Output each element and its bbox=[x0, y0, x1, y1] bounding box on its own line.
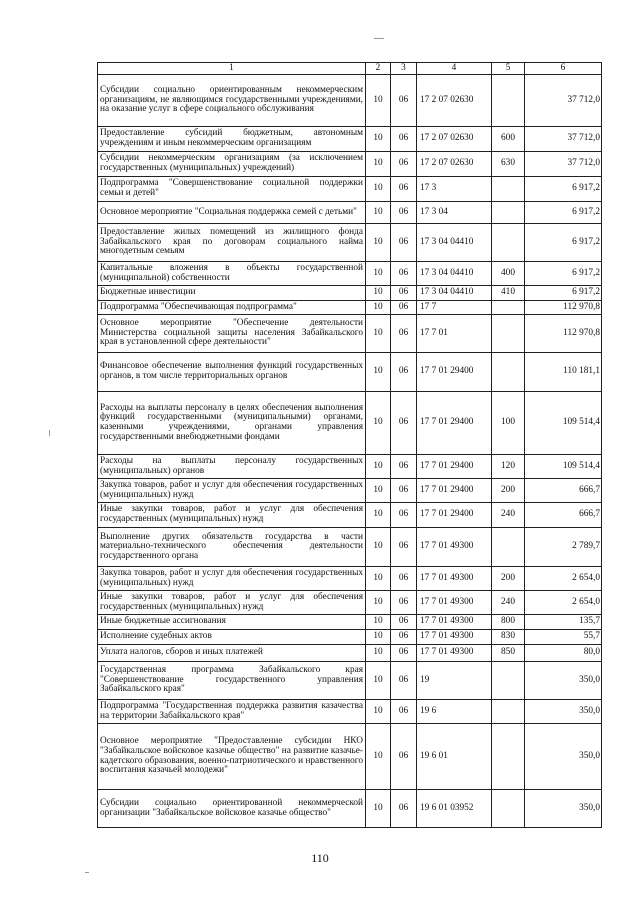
row-section-cell: 10 bbox=[366, 567, 391, 591]
table-row bbox=[98, 567, 602, 591]
row-subsection-cell: 06 bbox=[391, 790, 417, 828]
table-row bbox=[98, 262, 602, 286]
row-target-code-cell: 17 7 01 29400 bbox=[417, 353, 492, 392]
table-row bbox=[98, 224, 602, 262]
row-section-cell: 10 bbox=[366, 455, 391, 479]
row-name-cell: Финансовое обеспечение выполнения функций государственных органов, в том числе территориальных органов bbox=[98, 353, 366, 392]
row-target-code-cell: 19 bbox=[417, 662, 492, 700]
header-cell-4: 4 bbox=[417, 63, 492, 75]
row-expense-type-cell: 240 bbox=[492, 591, 525, 615]
row-expense-type-cell: 630 bbox=[492, 152, 525, 177]
row-amount-cell: 6 917,2 bbox=[525, 286, 602, 301]
row-subsection-cell: 06 bbox=[391, 724, 417, 790]
row-expense-type-cell bbox=[492, 662, 525, 700]
row-expense-type-cell bbox=[492, 353, 525, 392]
row-amount-cell: 6 917,2 bbox=[525, 224, 602, 262]
row-target-code-cell: 17 7 bbox=[417, 301, 492, 315]
row-name-cell: Подпрограмма "Совершенствование социальной поддержки семьи и детей" bbox=[98, 177, 366, 202]
row-name-cell: Основное мероприятие "Социальная поддержка семей с детьми" bbox=[98, 202, 366, 224]
row-amount-cell: 6 917,2 bbox=[525, 202, 602, 224]
row-amount-cell: 37 712,0 bbox=[525, 75, 602, 127]
row-name-cell: Предоставление жилых помещений из жилищного фонда Забайкальского края по договорам социального найма многодетным семьям bbox=[98, 224, 366, 262]
row-amount-cell: 109 514,4 bbox=[525, 455, 602, 479]
row-name-cell: Уплата налогов, сборов и иных платежей bbox=[98, 645, 366, 662]
scan-mark bbox=[374, 38, 384, 39]
table-row bbox=[98, 630, 602, 645]
row-section-cell: 10 bbox=[366, 224, 391, 262]
table-row bbox=[98, 353, 602, 392]
row-name-cell: Государственная программа Забайкальского края "Совершенствование государственного управления Забайкальского края" bbox=[98, 662, 366, 700]
row-subsection-cell: 06 bbox=[391, 591, 417, 615]
row-target-code-cell: 17 7 01 49300 bbox=[417, 528, 492, 567]
row-section-cell: 10 bbox=[366, 75, 391, 127]
row-subsection-cell: 06 bbox=[391, 645, 417, 662]
row-subsection-cell: 06 bbox=[391, 127, 417, 152]
page-number: 110 bbox=[311, 851, 329, 865]
row-name-cell: Иные закупки товаров, работ и услуг для обеспечения государственных (муниципальных) нужд bbox=[98, 591, 366, 615]
row-section-cell: 10 bbox=[366, 286, 391, 301]
table-header-row bbox=[98, 63, 602, 75]
row-expense-type-cell bbox=[492, 528, 525, 567]
row-expense-type-cell: 410 bbox=[492, 286, 525, 301]
row-section-cell: 10 bbox=[366, 662, 391, 700]
table-row bbox=[98, 177, 602, 202]
row-section-cell: 10 bbox=[366, 315, 391, 353]
row-target-code-cell: 17 7 01 bbox=[417, 315, 492, 353]
row-subsection-cell: 06 bbox=[391, 177, 417, 202]
header-cell-6: 6 bbox=[525, 63, 602, 75]
row-subsection-cell: 06 bbox=[391, 224, 417, 262]
row-target-code-cell: 17 2 07 02630 bbox=[417, 152, 492, 177]
row-subsection-cell: 06 bbox=[391, 503, 417, 528]
budget-table bbox=[97, 62, 602, 828]
row-amount-cell: 350,0 bbox=[525, 724, 602, 790]
table-row bbox=[98, 301, 602, 315]
row-section-cell: 10 bbox=[366, 528, 391, 567]
row-section-cell: 10 bbox=[366, 724, 391, 790]
table-row bbox=[98, 202, 602, 224]
row-section-cell: 10 bbox=[366, 177, 391, 202]
row-subsection-cell: 06 bbox=[391, 286, 417, 301]
row-subsection-cell: 06 bbox=[391, 700, 417, 724]
row-name-cell: Предоставление субсидий бюджетным, автономным учреждениям и иным некоммерческим организациям bbox=[98, 127, 366, 152]
row-name-cell: Основное мероприятие "Предоставление субсидии НКО "Забайкальское войсковое казачье общество" на развитие казачье-кадетского образования, военно-патриотического и нравственного воспитания казачьей молодежи" bbox=[98, 724, 366, 790]
row-section-cell: 10 bbox=[366, 645, 391, 662]
row-section-cell: 10 bbox=[366, 630, 391, 645]
row-name-cell: Подпрограмма "Государственная поддержка развития казачества на территории Забайкальского края" bbox=[98, 700, 366, 724]
row-target-code-cell: 19 6 01 bbox=[417, 724, 492, 790]
row-subsection-cell: 06 bbox=[391, 455, 417, 479]
row-amount-cell: 2 789,7 bbox=[525, 528, 602, 567]
row-section-cell: 10 bbox=[366, 790, 391, 828]
row-section-cell: 10 bbox=[366, 615, 391, 630]
row-target-code-cell: 17 3 04 04410 bbox=[417, 224, 492, 262]
row-target-code-cell: 17 7 01 29400 bbox=[417, 503, 492, 528]
table-row bbox=[98, 479, 602, 503]
row-section-cell: 10 bbox=[366, 152, 391, 177]
row-expense-type-cell: 240 bbox=[492, 503, 525, 528]
table-row bbox=[98, 662, 602, 700]
row-expense-type-cell: 800 bbox=[492, 615, 525, 630]
row-target-code-cell: 17 2 07 02630 bbox=[417, 75, 492, 127]
row-amount-cell: 350,0 bbox=[525, 790, 602, 828]
row-name-cell: Капитальные вложения в объекты государственной (муниципальной) собственности bbox=[98, 262, 366, 286]
row-subsection-cell: 06 bbox=[391, 353, 417, 392]
row-amount-cell: 37 712,0 bbox=[525, 152, 602, 177]
table-row bbox=[98, 392, 602, 455]
row-section-cell: 10 bbox=[366, 301, 391, 315]
row-section-cell: 10 bbox=[366, 479, 391, 503]
row-subsection-cell: 06 bbox=[391, 262, 417, 286]
row-amount-cell: 6 917,2 bbox=[525, 177, 602, 202]
row-subsection-cell: 06 bbox=[391, 152, 417, 177]
row-section-cell: 10 bbox=[366, 503, 391, 528]
row-target-code-cell: 17 3 04 bbox=[417, 202, 492, 224]
table-row bbox=[98, 75, 602, 127]
table-row bbox=[98, 724, 602, 790]
row-target-code-cell: 17 7 01 29400 bbox=[417, 455, 492, 479]
row-amount-cell: 55,7 bbox=[525, 630, 602, 645]
row-target-code-cell: 17 7 01 49300 bbox=[417, 615, 492, 630]
row-amount-cell: 666,7 bbox=[525, 503, 602, 528]
row-target-code-cell: 17 7 01 49300 bbox=[417, 630, 492, 645]
row-section-cell: 10 bbox=[366, 392, 391, 455]
row-subsection-cell: 06 bbox=[391, 615, 417, 630]
scan-mark bbox=[85, 872, 89, 873]
row-amount-cell: 37 712,0 bbox=[525, 127, 602, 152]
row-expense-type-cell: 850 bbox=[492, 645, 525, 662]
table-row bbox=[98, 790, 602, 828]
table-row bbox=[98, 152, 602, 177]
row-target-code-cell: 17 3 bbox=[417, 177, 492, 202]
table-row bbox=[98, 591, 602, 615]
row-section-cell: 10 bbox=[366, 262, 391, 286]
row-target-code-cell: 17 2 07 02630 bbox=[417, 127, 492, 152]
row-name-cell: Исполнение судебных актов bbox=[98, 630, 366, 645]
row-amount-cell: 6 917,2 bbox=[525, 262, 602, 286]
row-expense-type-cell: 200 bbox=[492, 479, 525, 503]
header-cell-5: 5 bbox=[492, 63, 525, 75]
row-target-code-cell: 19 6 01 03952 bbox=[417, 790, 492, 828]
row-name-cell: Субсидии социально ориентированным некоммерческим организациям, не являющимся государственными учреждениями, на оказание услуг в сфере социального обслуживания bbox=[98, 75, 366, 127]
row-section-cell: 10 bbox=[366, 591, 391, 615]
row-amount-cell: 80,0 bbox=[525, 645, 602, 662]
table-row bbox=[98, 615, 602, 630]
row-amount-cell: 112 970,8 bbox=[525, 315, 602, 353]
row-subsection-cell: 06 bbox=[391, 528, 417, 567]
row-name-cell: Расходы на выплаты персоналу государственных (муниципальных) органов bbox=[98, 455, 366, 479]
row-name-cell: Иные бюджетные ассигнования bbox=[98, 615, 366, 630]
row-target-code-cell: 17 3 04 04410 bbox=[417, 262, 492, 286]
row-expense-type-cell bbox=[492, 177, 525, 202]
row-target-code-cell: 17 3 04 04410 bbox=[417, 286, 492, 301]
row-target-code-cell: 17 7 01 49300 bbox=[417, 567, 492, 591]
row-amount-cell: 2 654,0 bbox=[525, 567, 602, 591]
header-cell-1: 1 bbox=[98, 63, 366, 75]
row-expense-type-cell bbox=[492, 790, 525, 828]
row-name-cell: Закупка товаров, работ и услуг для обеспечения государственных (муниципальных) нужд bbox=[98, 567, 366, 591]
row-amount-cell: 135,7 bbox=[525, 615, 602, 630]
row-name-cell: Выполнение других обязательств государства в части материально-технического обеспечения деятельности государственного органа bbox=[98, 528, 366, 567]
row-name-cell: Расходы на выплаты персоналу в целях обеспечения выполнения функций государственными (муниципальными) органами, казенными учреждениями, органами управления государственными внебюджетными фондами bbox=[98, 392, 366, 455]
header-cell-3: 3 bbox=[391, 63, 417, 75]
row-subsection-cell: 06 bbox=[391, 662, 417, 700]
row-expense-type-cell: 120 bbox=[492, 455, 525, 479]
row-expense-type-cell: 830 bbox=[492, 630, 525, 645]
row-section-cell: 10 bbox=[366, 353, 391, 392]
row-subsection-cell: 06 bbox=[391, 392, 417, 455]
row-expense-type-cell bbox=[492, 224, 525, 262]
row-amount-cell: 2 654,0 bbox=[525, 591, 602, 615]
table-body bbox=[98, 63, 602, 828]
row-amount-cell: 666,7 bbox=[525, 479, 602, 503]
row-name-cell: Закупка товаров, работ и услуг для обеспечения государственных (муниципальных) нужд bbox=[98, 479, 366, 503]
row-subsection-cell: 06 bbox=[391, 479, 417, 503]
row-subsection-cell: 06 bbox=[391, 567, 417, 591]
row-expense-type-cell bbox=[492, 202, 525, 224]
table-row bbox=[98, 455, 602, 479]
row-target-code-cell: 17 7 01 49300 bbox=[417, 591, 492, 615]
table-row bbox=[98, 315, 602, 353]
row-subsection-cell: 06 bbox=[391, 315, 417, 353]
table-row bbox=[98, 700, 602, 724]
row-name-cell: Основное мероприятие "Обеспечение деятельности Министерства социальной защиты населения Забайкальского края в установленной сфере деятельности" bbox=[98, 315, 366, 353]
row-name-cell: Субсидии социально ориентированной некоммерческой организации "Забайкальское войсковое казачье общество" bbox=[98, 790, 366, 828]
row-subsection-cell: 06 bbox=[391, 202, 417, 224]
table-row bbox=[98, 528, 602, 567]
table-row bbox=[98, 503, 602, 528]
row-name-cell: Субсидии некоммерческим организациям (за исключением государственных (муниципальных) учреждений) bbox=[98, 152, 366, 177]
table-row bbox=[98, 127, 602, 152]
row-expense-type-cell bbox=[492, 700, 525, 724]
row-target-code-cell: 17 7 01 29400 bbox=[417, 479, 492, 503]
row-section-cell: 10 bbox=[366, 202, 391, 224]
row-name-cell: Подпрограмма "Обеспечивающая подпрограмма" bbox=[98, 301, 366, 315]
row-subsection-cell: 06 bbox=[391, 630, 417, 645]
row-amount-cell: 350,0 bbox=[525, 662, 602, 700]
row-expense-type-cell bbox=[492, 724, 525, 790]
row-target-code-cell: 19 6 bbox=[417, 700, 492, 724]
row-target-code-cell: 17 7 01 49300 bbox=[417, 645, 492, 662]
row-section-cell: 10 bbox=[366, 127, 391, 152]
table-row bbox=[98, 645, 602, 662]
row-subsection-cell: 06 bbox=[391, 301, 417, 315]
row-expense-type-cell bbox=[492, 301, 525, 315]
scan-mark bbox=[49, 430, 50, 436]
row-section-cell: 10 bbox=[366, 700, 391, 724]
row-expense-type-cell: 100 bbox=[492, 392, 525, 455]
row-subsection-cell: 06 bbox=[391, 75, 417, 127]
row-expense-type-cell: 600 bbox=[492, 127, 525, 152]
row-amount-cell: 109 514,4 bbox=[525, 392, 602, 455]
row-expense-type-cell bbox=[492, 75, 525, 127]
row-name-cell: Иные закупки товаров, работ и услуг для обеспечения государственных (муниципальных) нужд bbox=[98, 503, 366, 528]
row-expense-type-cell: 200 bbox=[492, 567, 525, 591]
header-cell-2: 2 bbox=[366, 63, 391, 75]
row-target-code-cell: 17 7 01 29400 bbox=[417, 392, 492, 455]
row-expense-type-cell bbox=[492, 315, 525, 353]
row-amount-cell: 350,0 bbox=[525, 700, 602, 724]
row-name-cell: Бюджетные инвестиции bbox=[98, 286, 366, 301]
row-expense-type-cell: 400 bbox=[492, 262, 525, 286]
row-amount-cell: 112 970,8 bbox=[525, 301, 602, 315]
table-row bbox=[98, 286, 602, 301]
row-amount-cell: 110 181,1 bbox=[525, 353, 602, 392]
